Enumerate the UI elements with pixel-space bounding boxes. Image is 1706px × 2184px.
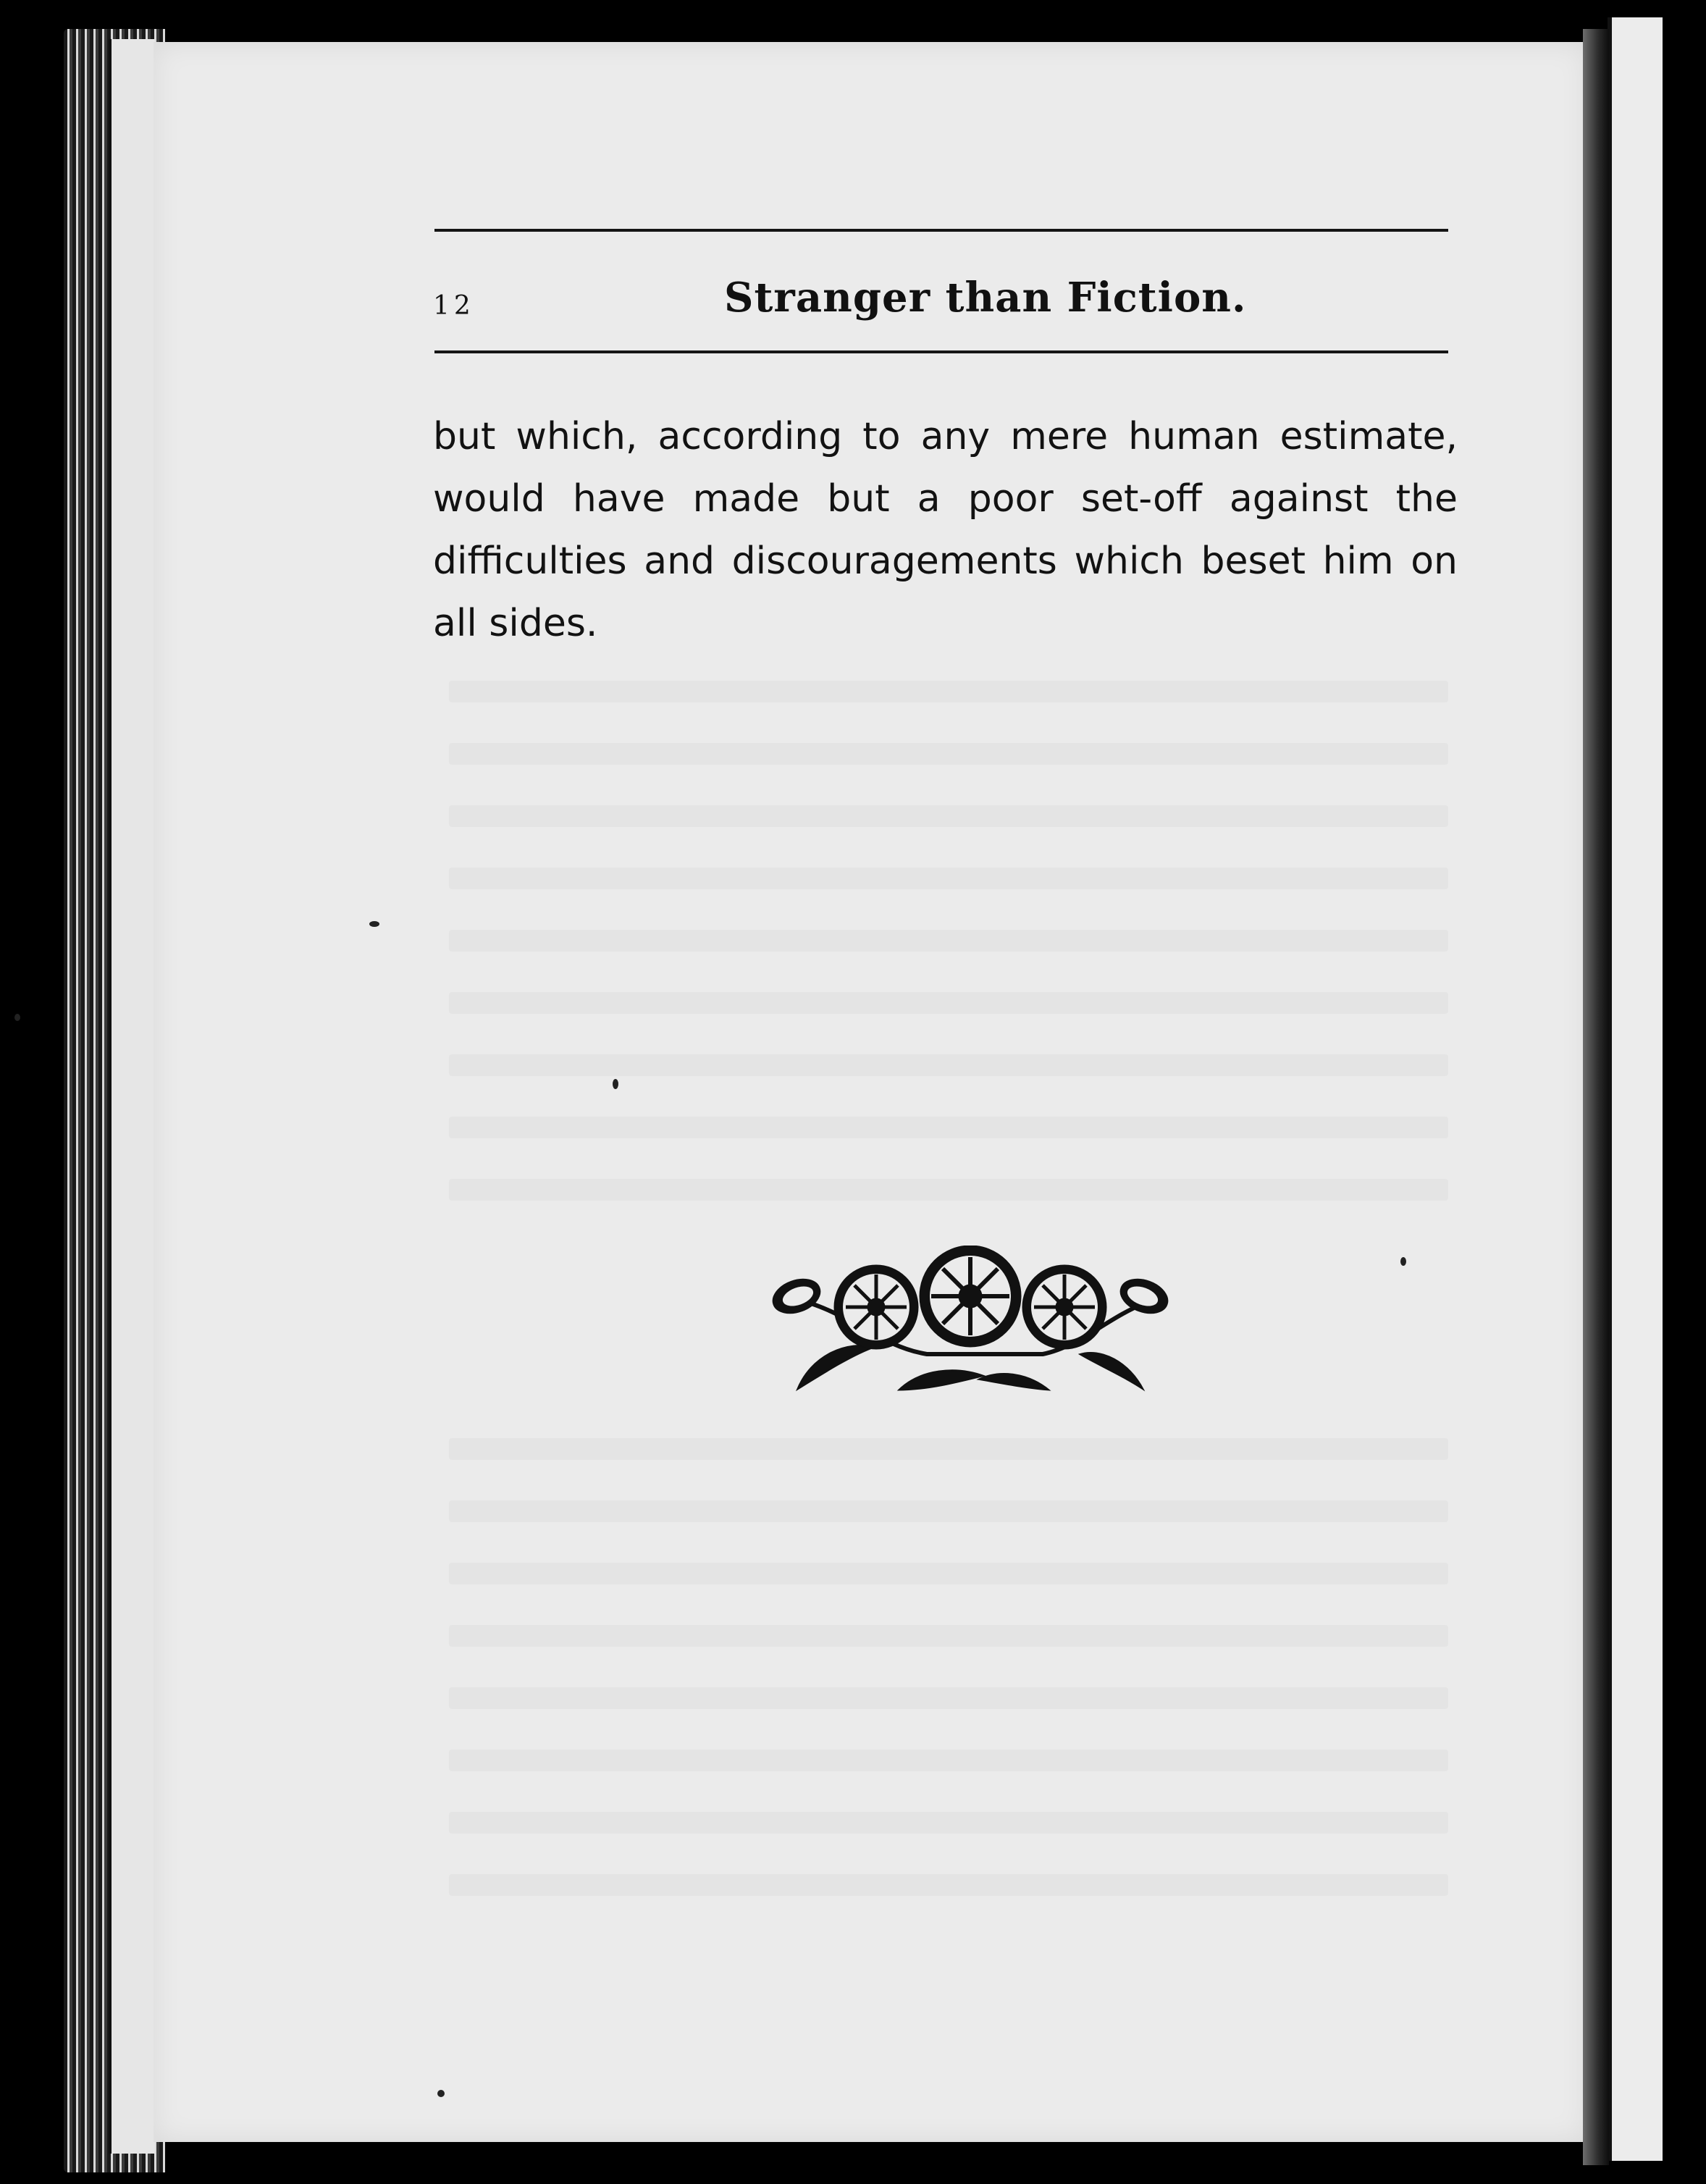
show-through-line — [449, 805, 1448, 827]
scan-speck — [613, 1079, 618, 1089]
show-through-line — [449, 1625, 1448, 1647]
floral-ornament-icon — [768, 1246, 1173, 1405]
show-through-line — [449, 1812, 1448, 1834]
show-through-line — [449, 1179, 1448, 1201]
show-through-line — [449, 1563, 1448, 1584]
show-through-line — [449, 992, 1448, 1014]
page-edge-strip — [109, 39, 155, 2154]
show-through-line — [449, 930, 1448, 952]
show-through-line — [449, 1054, 1448, 1076]
show-through-line — [449, 1750, 1448, 1771]
running-head: Stranger than Fiction. — [724, 274, 1247, 322]
body-paragraph: but which, according to any mere human estimate, would have made but a poor set-off against the difficulties and discouragements which beset him on all sides. — [433, 415, 1458, 645]
show-through-line — [449, 1687, 1448, 1709]
show-through-line — [449, 868, 1448, 889]
scan-speck — [14, 1014, 20, 1021]
show-through-line — [449, 1438, 1448, 1460]
show-through-line — [449, 681, 1448, 702]
header-rule-bottom — [434, 350, 1448, 353]
scan-speck — [1400, 1257, 1406, 1266]
show-through-line — [449, 743, 1448, 765]
show-through-line — [449, 1117, 1448, 1138]
next-page-edge — [1608, 17, 1663, 2161]
show-through-line — [449, 1874, 1448, 1896]
header-rule-top — [434, 229, 1448, 232]
scan-speck — [369, 921, 379, 927]
scan-speck — [437, 2090, 445, 2097]
show-through-line — [449, 1500, 1448, 1522]
page-gutter — [1583, 29, 1609, 2165]
page-number: 12 — [433, 291, 475, 321]
